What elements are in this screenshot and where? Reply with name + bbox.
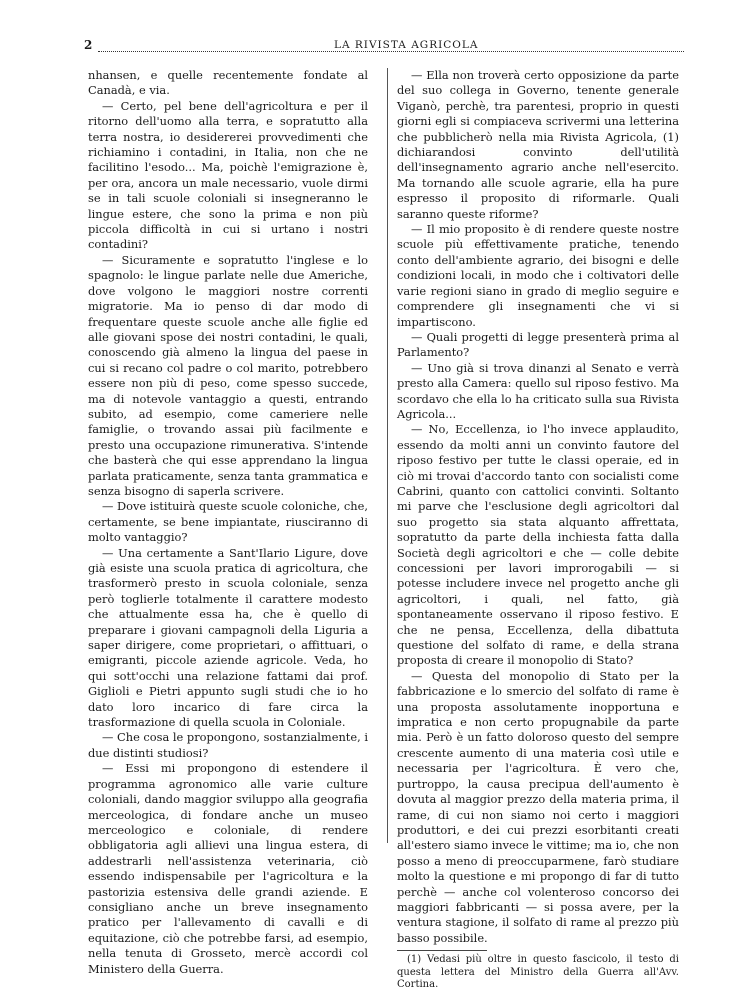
paragraph: — Certo, pel bene dell'agricoltura e per il ritorno dell'uomo alla terra, e sopratutto alla terra nostra, io desidererei provvedimenti che richiamino i contadini, in Italia, non che ne facilitino l'esodo... Ma, poichè l'emigrazione è, per ora, ancora un male necessario, vuole dirmi se in tali scuole coloniali si insegneranno le lingue estere, che sono la prima e non più piccola difficoltà in cui si urtano i nostri contadini?	[88, 98, 368, 252]
page-header	[84, 38, 684, 58]
left-column	[88, 68, 368, 977]
paragraph: — Ella non troverà certo opposizione da parte del suo collega in Governo, tenente generale Viganò, perchè, tra parentesi, proprio in questi giorni egli si compiaceva scrivermi una letterina che pubblicherò nella mia Rivista Agricola, (1) dichiarandosi convinto dell'utilità dell'insegnamento agrario anche nell'esercito. Ma tornando alle scuole agrarie, ella ha pure espresso il proposito di riformarle. Quali saranno queste riforme?	[397, 68, 679, 221]
paragraph: — Questa del monopolio di Stato per la fabbricazione e lo smercio del solfato di rame è una proposta assolutamente inopportuna e impratica e non certo propugnabile da parte mia. Però è un fatto doloroso questo del sempre crescente aumento di una materia così utile e necessaria per l'agricoltura. È vero che, purtroppo, la causa precipua dell'aumento è dovuta al maggior prezzo della materia prima, il rame, di cui non siamo noi certo i maggiori produttori, e dei cui prezzi esorbitanti creati all'estero siamo invece le vittime; ma io, che non posso a meno di preoccuparmene, farò studiare molto la questione e mi propongo di far di tutto perchè — anche col volenteroso concorso dei maggiori fabbricanti — si possa avere, per la ventura stagione, il solfato di rame al prezzo più basso possibile.	[397, 668, 679, 945]
paragraph: — Quali progetti di legge presenterà prima al Parlamento?	[397, 329, 679, 360]
column-divider	[387, 68, 388, 843]
paragraph: — Dove istituirà queste scuole coloniche, che, certamente, se bene impiantate, riusciranno di molto vantaggio?	[88, 499, 368, 545]
footnote: (1) Vedasi più oltre in questo fascicolo, il testo di questa lettera del Ministro della Guerra all'Avv. Cortina.	[397, 954, 679, 991]
paragraph: — Il mio proposito è di rendere queste nostre scuole più effettivamente pratiche, tenendo conto dell'ambiente agrario, dei bisogni e delle condizioni locali, in modo che i coltivatori delle varie regioni siano in grado di meglio seguire e comprendere gli insegnamenti che vi si impartiscono.	[397, 222, 679, 329]
paragraph: — No, Eccellenza, io l'ho invece applaudito, essendo da molti anni un convinto fautore del riposo festivo per tutte le classi operaie, ed in ciò mi trovai d'accordo tanto con socialisti come Cabrini, quanto con cattolici convinti. Soltanto mi parve che l'esclusione degli agricoltori dal suo progetto sia stata alquanto affrettata, sopratutto da parte della inchiesta fatta dalla Società degli agricoltori e che — colle debite concessioni per lavori improrogabili — si potesse includere invece nel progetto anche gli agricoltori, i quali, nel fatto, già spontaneamente osservano il riposo festivo. E che ne pensa, Eccellenza, della dibattuta questione del solfato di rame, e della strana proposta di creare il monopolio di Stato?	[397, 422, 679, 668]
paragraph: — Una certamente a Sant'Ilario Ligure, dove già esiste una scuola pratica di agricoltura, che trasformerò presto in scuola coloniale, senza però toglierle totalmente il carattere modesto che attualmente essa ha, che è quello di preparare i giovani campagnoli della Liguria a saper dirigere, come proprietari, o affittuari, o emigranti, piccole aziende agricole. Veda, ho qui sott'occhi una relazione fattami dai prof. Giglioli e Pietri appunto sugli studi che io ho dato loro incarico di fare circa la trasformazione di quella scuola in Coloniale.	[88, 545, 368, 730]
paragraph: — Essi mi propongono di estendere il programma agronomico alle varie culture coloniali, dando maggior sviluppo alla geografia merceologica, di fondare anche un museo merceologico e coloniale, di rendere obbligatoria agli allievi una lingua estera, di addestrarli nell'assistenza veterinaria, ciò essendo indispensabile per l'agricoltura e la pastorizia estensiva delle grandi aziende. E consigliano anche un breve insegnamento pratico per l'allevamento di cavalli e di equitazione, ciò che potrebbe farsi, ad esempio, nella tenuta di Grosseto, mercè accordi col Ministero della Guerra.	[88, 761, 368, 976]
header-dotted-rule	[98, 51, 684, 52]
page-number: 2	[84, 38, 93, 52]
right-column	[397, 68, 679, 992]
paragraph: — Che cosa le propongono, sostanzialmente, i due distinti studiosi?	[88, 730, 369, 760]
paragraph: — Sicuramente e sopratutto l'inglese e lo spagnolo: le lingue parlate nelle due Americhe, dove volgono le maggiori nostre correnti migratorie. Ma io penso di dar modo di frequentare queste scuole anche alle figlie ed alle giovani spose dei nostri contadini, le quali, conoscendo già almeno la lingua del paese in cui si recano col padre o col marito, potrebbero essere non più di peso, come spesso succede, ma di notevole vantaggio a questi, entrando subito, ad esempio, come cameriere nelle famiglie, o trovando assai più facilmente e presto una occupazione rimunerativa. S'intende che basterà che qui esse apprendano la lingua parlata praticamente, senza tanta grammatica e senza bisogno di saperla scrivere.	[88, 252, 368, 498]
paragraph: nhansen, e quelle recentemente fondate al Canadà, e via.	[88, 68, 368, 98]
journal-title: LA RIVISTA AGRICOLA	[334, 39, 479, 51]
paragraph: — Uno già si trova dinanzi al Senato e verrà presto alla Camera: quello sul riposo festivo. Ma scordavo che ella lo ha criticato sulla sua Rivista Agricola...	[397, 360, 679, 421]
footnote-rule	[397, 950, 487, 951]
